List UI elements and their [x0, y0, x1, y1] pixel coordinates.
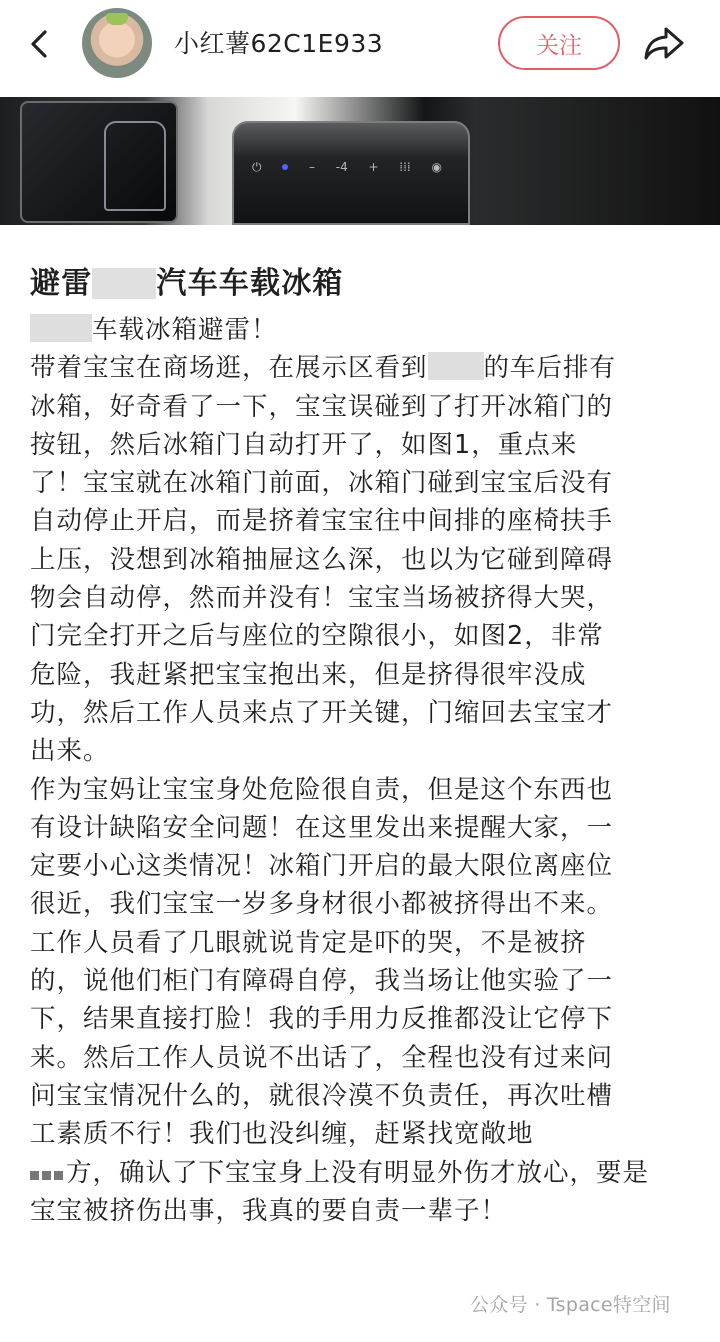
post-line: 了！宝宝就在冰箱门前面，冰箱门碰到宝宝后没有: [30, 468, 614, 499]
chevron-left-icon[interactable]: [22, 26, 58, 62]
post-line: 危险，我赶紧把宝宝抱出来，但是挤得很牢没成: [30, 659, 587, 690]
redacted-brand-block: [428, 352, 484, 380]
plus-icon: +: [368, 160, 379, 174]
post-line: 有设计缺陷安全问题！在这里发出来提醒大家，一: [30, 812, 614, 843]
post-line: 作为宝妈让宝宝身处危险很自责，但是这个东西也: [30, 774, 614, 805]
pixelated-redaction-icon: [30, 1171, 39, 1180]
share-arrow-icon[interactable]: [640, 20, 688, 68]
post-line: 上压，没想到冰箱抽屉这么深，也以为它碰到障碍: [30, 544, 614, 575]
redacted-brand-block: [92, 268, 156, 299]
post-body: [30, 311, 695, 1268]
post-line: 工素质不行！我们也没纠缠，赶紧找宽敞地: [30, 1119, 534, 1150]
avatar[interactable]: [82, 8, 152, 78]
post-line: 方，确认了下宝宝身上没有明显外伤才放心，要是: [30, 1154, 695, 1192]
post-line: 来。然后工作人员说不出话了，全程也没有过来问: [30, 1042, 614, 1073]
pixelated-redaction-icon: [42, 1171, 51, 1180]
post-line: [30, 1230, 695, 1268]
settings-dial-icon: ◉: [431, 160, 442, 174]
post-line: 下，结果直接打脸！我的手用力反推都没让它停下: [30, 1004, 614, 1035]
watermark: 公众号 · Tspace特空间: [470, 1294, 671, 1316]
mode-icon: ⁞⁞⁞: [399, 160, 411, 174]
post-line: 带着宝宝在商场逛，在展示区看到 的车后排有: [30, 353, 617, 384]
follow-button[interactable]: 关注: [498, 16, 620, 70]
blue-indicator-icon: [282, 164, 288, 170]
post-line: 门完全打开之后与座位的空隙很小，如图2，非常: [30, 621, 604, 652]
pixelated-redaction-icon: [54, 1171, 63, 1180]
post-line: 工作人员看了几眼就说肯定是吓的哭，不是被挤: [30, 927, 587, 958]
post-line: 定要小心这类情况！冰箱门开启的最大限位离座位: [30, 851, 614, 882]
temperature-display: -4: [335, 160, 348, 174]
post-line: 冰箱，好奇看了一下，宝宝误碰到了打开冰箱门的: [30, 391, 614, 422]
car-fridge-image: [232, 121, 470, 225]
username[interactable]: 小红薯62C1E933: [174, 29, 384, 58]
minus-icon: –: [309, 160, 315, 174]
post-line: 出来。: [30, 736, 110, 767]
redacted-brand-block: [30, 314, 92, 342]
fridge-control-bar: [252, 154, 442, 180]
post-title: 避雷 汽车车载冰箱: [30, 266, 344, 301]
post-line: 车载冰箱避雷！: [30, 311, 695, 349]
seat-graphic: [104, 121, 166, 211]
post-line: 功，然后工作人员来点了开关键，门缩回去宝宝才: [30, 697, 614, 728]
post-line: 很近，我们宝宝一岁多身材很小都被挤得出不来。: [30, 889, 614, 920]
post-line: 问宝宝情况什么的，就很冷漠不负责任，再次吐槽: [30, 1080, 614, 1111]
post-header: [0, 0, 720, 92]
post-line: 物会自动停，然而并没有！宝宝当场被挤得大哭，: [30, 583, 614, 614]
power-icon: ⏻: [252, 159, 262, 174]
post-line: 按钮，然后冰箱门自动打开了，如图1，重点来: [30, 429, 578, 460]
post-line: 宝宝被挤伤出事，我真的要自责一辈子！: [30, 1195, 508, 1226]
post-line: 的，说他们柜门有障碍自停，我当场让他实验了一: [30, 966, 614, 997]
post-image[interactable]: [0, 97, 720, 225]
vehicle-screen-image: [20, 101, 178, 223]
post-line: 自动停止开启，而是挤着宝宝往中间排的座椅扶手: [30, 506, 614, 537]
